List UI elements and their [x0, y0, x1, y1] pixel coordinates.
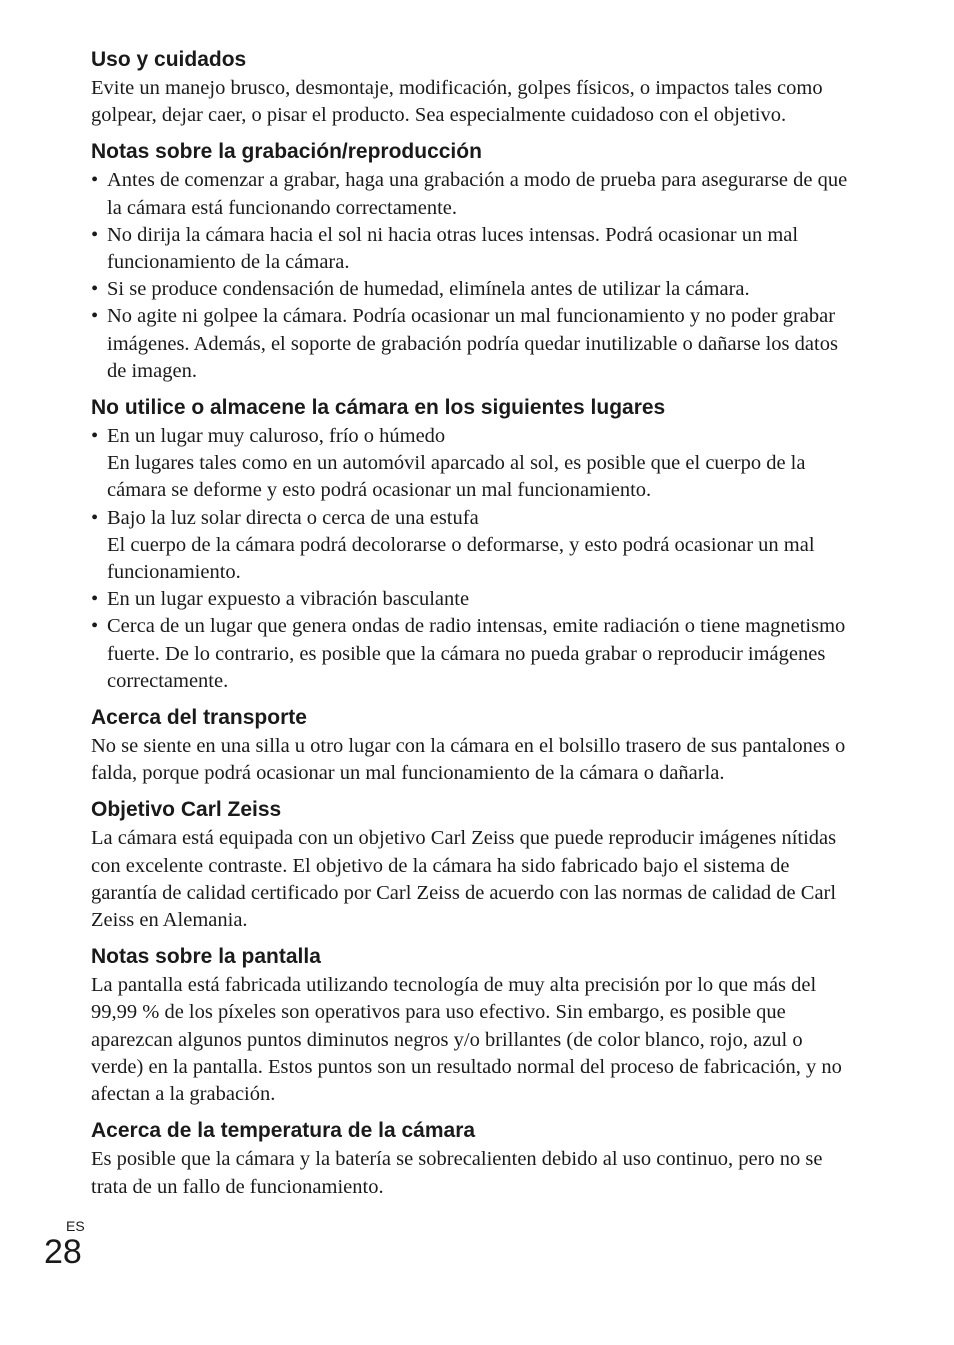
bullet-list: [91, 423, 851, 695]
section-objetivo-carl-zeiss: [91, 796, 851, 934]
list-item: [91, 586, 851, 613]
section-paragraph: No se siente en una silla u otro lugar con la cámara en el bolsillo trasero de sus pantalones o falda, porque podrá ocasionar un mal funcionamiento de la cámara o dañarla.: [91, 735, 846, 785]
list-item: [91, 613, 851, 695]
section-heading: Acerca de la temperatura de la cámara: [91, 1119, 476, 1143]
bullet-icon: •: [91, 278, 99, 301]
list-item-text: En un lugar muy caluroso, frío o húmedo: [107, 425, 446, 448]
section-heading: Uso y cuidados: [91, 48, 247, 71]
list-item-detail: El cuerpo de la cámara podrá decolorarse o deformarse, y esto podrá ocasionar un mal funcionamiento.: [107, 533, 815, 584]
bullet-icon: •: [91, 425, 99, 448]
section-paragraph: La pantalla está fabricada utilizando tecnología de muy alta precisión por lo que más del 99,99 % de los píxeles son operativos para uso efectivo. Sin embargo, es posible que aparezcan algunos puntos diminutos negros y/o brillantes (de color blanco, rojo, azul o verde) en la pantalla. Estos puntos son un resultado normal del proceso de fabricación, y no afectan a la grabación.: [91, 974, 842, 1106]
list-item: [91, 222, 851, 276]
list-item-text: Cerca de un lugar que genera ondas de radio intensas, emite radiación o tiene magnetismo fuerte. De lo contrario, es posible que la cámara no pueda grabar o reproducir imágenes correctamente.: [107, 615, 846, 692]
manual-page: [91, 46, 851, 1201]
list-item-text: Bajo la luz solar directa o cerca de una estufa: [107, 506, 479, 529]
section-heading: Notas sobre la pantalla: [91, 945, 321, 969]
language-code: ES: [66, 1218, 85, 1234]
section-temperatura-camara: [91, 1117, 851, 1200]
list-item: [91, 276, 851, 303]
section-uso-y-cuidados: [91, 46, 851, 129]
list-item: [91, 423, 851, 505]
bullet-icon: •: [91, 223, 99, 246]
section-heading: No utilice o almacene la cámara en los siguientes lugares: [91, 396, 666, 420]
list-item-text: No agite ni golpee la cámara. Podría ocasionar un mal funcionamiento y no poder grabar imágenes. Además, el soporte de grabación podría quedar inutilizable o dañarse los datos de imagen.: [107, 305, 838, 382]
bullet-icon: •: [91, 169, 99, 192]
list-item-detail: En lugares tales como en un automóvil aparcado al sol, es posible que el cuerpo de la cámara se deforme y esto podrá ocasionar un mal funcionamiento.: [107, 452, 806, 502]
section-acerca-transporte: [91, 704, 851, 787]
list-item-text: Si se produce condensación de humedad, elimínela antes de utilizar la cámara.: [107, 278, 750, 301]
section-paragraph: Es posible que la cámara y la batería se sobrecalienten debido al uso continuo, pero no se trata de un fallo de funcionamiento.: [91, 1148, 823, 1198]
bullet-list: [91, 167, 851, 385]
list-item: [91, 303, 851, 385]
list-item-text: No dirija la cámara hacia el sol ni hacia otras luces intensas. Podrá ocasionar un mal funcionamiento de la cámara.: [107, 223, 799, 274]
bullet-icon: •: [91, 506, 99, 529]
bullet-icon: •: [91, 615, 99, 638]
list-item-text: En un lugar expuesto a vibración basculante: [107, 588, 470, 611]
section-heading: Objetivo Carl Zeiss: [91, 798, 282, 822]
bullet-icon: •: [91, 588, 99, 611]
section-heading: Acerca del transporte: [91, 706, 307, 730]
list-item-text: Antes de comenzar a grabar, haga una grabación a modo de prueba para asegurarse de que la cámara está funcionando correctamente.: [107, 169, 848, 219]
list-item: [91, 505, 851, 587]
section-heading: Notas sobre la grabación/reproducción: [91, 140, 482, 164]
section-notas-pantalla: [91, 943, 851, 1108]
bullet-icon: •: [91, 305, 99, 328]
list-item: [91, 167, 851, 221]
page-number: 28: [44, 1233, 82, 1271]
section-paragraph: La cámara está equipada con un objetivo Carl Zeiss que puede reproducir imágenes nítidas con excelente contraste. El objetivo de la cámara ha sido fabricado bajo el sistema de garantía de calidad certificado por Carl Zeiss de acuerdo con las normas de calidad de Carl Zeiss en Alemania.: [91, 827, 837, 932]
section-notas-grabacion: [91, 138, 851, 385]
section-no-utilice-lugares: [91, 394, 851, 695]
section-paragraph: Evite un manejo brusco, desmontaje, modificación, golpes físicos, o impactos tales como golpear, dejar caer, o pisar el producto. Sea especialmente cuidadoso con el objetivo.: [91, 77, 823, 127]
